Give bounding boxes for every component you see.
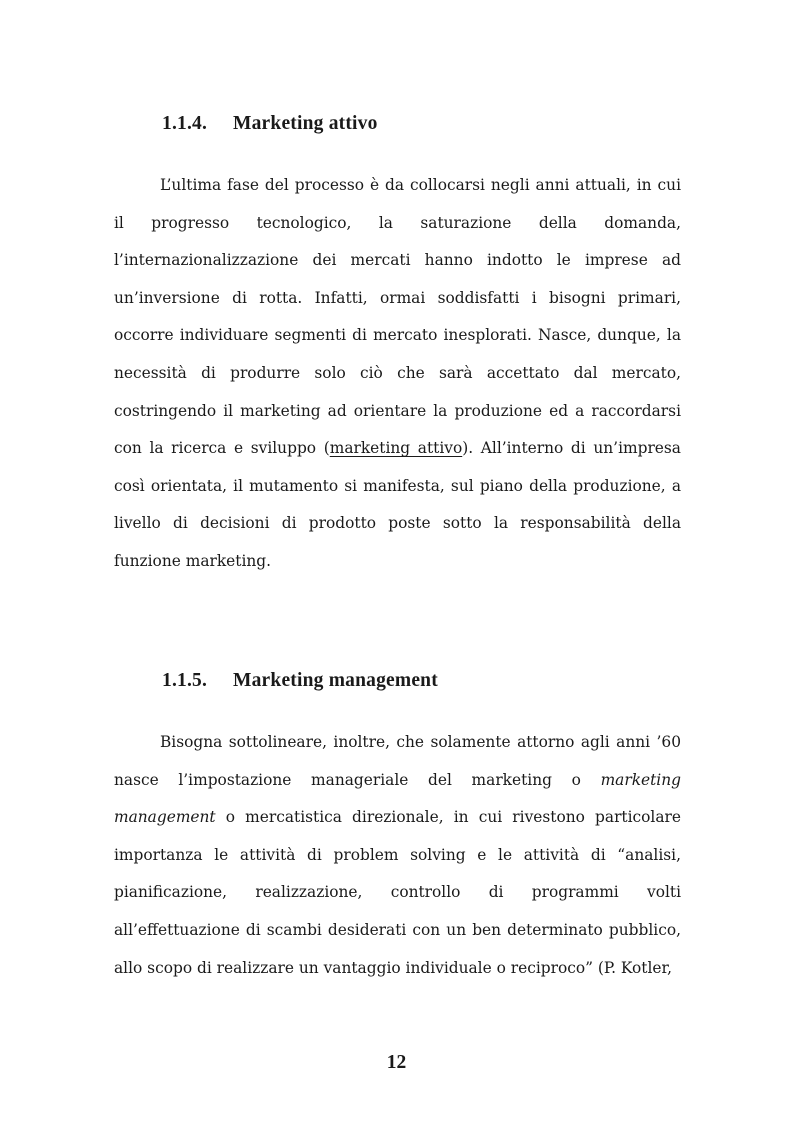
section-title: Marketing management <box>233 670 438 691</box>
section-heading-marketing-attivo <box>162 113 378 135</box>
section-number: 1.1.4. <box>162 113 208 134</box>
page-number: 12 <box>386 1052 407 1073</box>
section-heading-marketing-management <box>162 670 438 692</box>
italic-term: marketing management <box>114 770 681 827</box>
paragraph-text: o mercatistica direzionale, in cui rivestono particolare importanza le attività di problem solving e le attività di “analisi, pianificazione, realizzazione, controllo di programmi volti all’effettuazione di scambi desiderati con un ben determinato pubblico, allo scopo di realizzare un vantaggio individuale o reciproco” (P. Kotler, <box>114 808 681 977</box>
paragraph-text: L’ultima fase del processo è da collocarsi negli anni attuali, in cui il progresso tecnologico, la saturazione della domanda, l’internazionalizzazione dei mercati hanno indotto le imprese ad un’inversione di rotta. Infatti, ormai soddisfatti i bisogni primari, occorre individuare segmenti di mercato inesplorati. Nasce, dunque, la necessità di produrre solo ciò che sarà accettato dal mercato, costringendo il marketing ad orientare la produzione ed a raccordarsi con la ricerca e sviluppo ( <box>114 176 681 458</box>
section-title: Marketing attivo <box>233 113 378 134</box>
paragraph-marketing-attivo <box>114 167 681 581</box>
paragraph-text: ). All’interno di un’impresa così orientata, il mutamento si manifesta, sul piano della produzione, a livello di decisioni di prodotto poste sotto la responsabilità della funzione marketing. <box>114 439 681 570</box>
underlined-term: marketing attivo <box>329 439 463 458</box>
paragraph-marketing-management <box>114 724 681 987</box>
paragraph-text: Bisogna sottolineare, inoltre, che solamente attorno agli anni ’60 nasce l’impostazione manageriale del marketing o <box>114 733 681 789</box>
section-number: 1.1.5. <box>162 670 208 691</box>
